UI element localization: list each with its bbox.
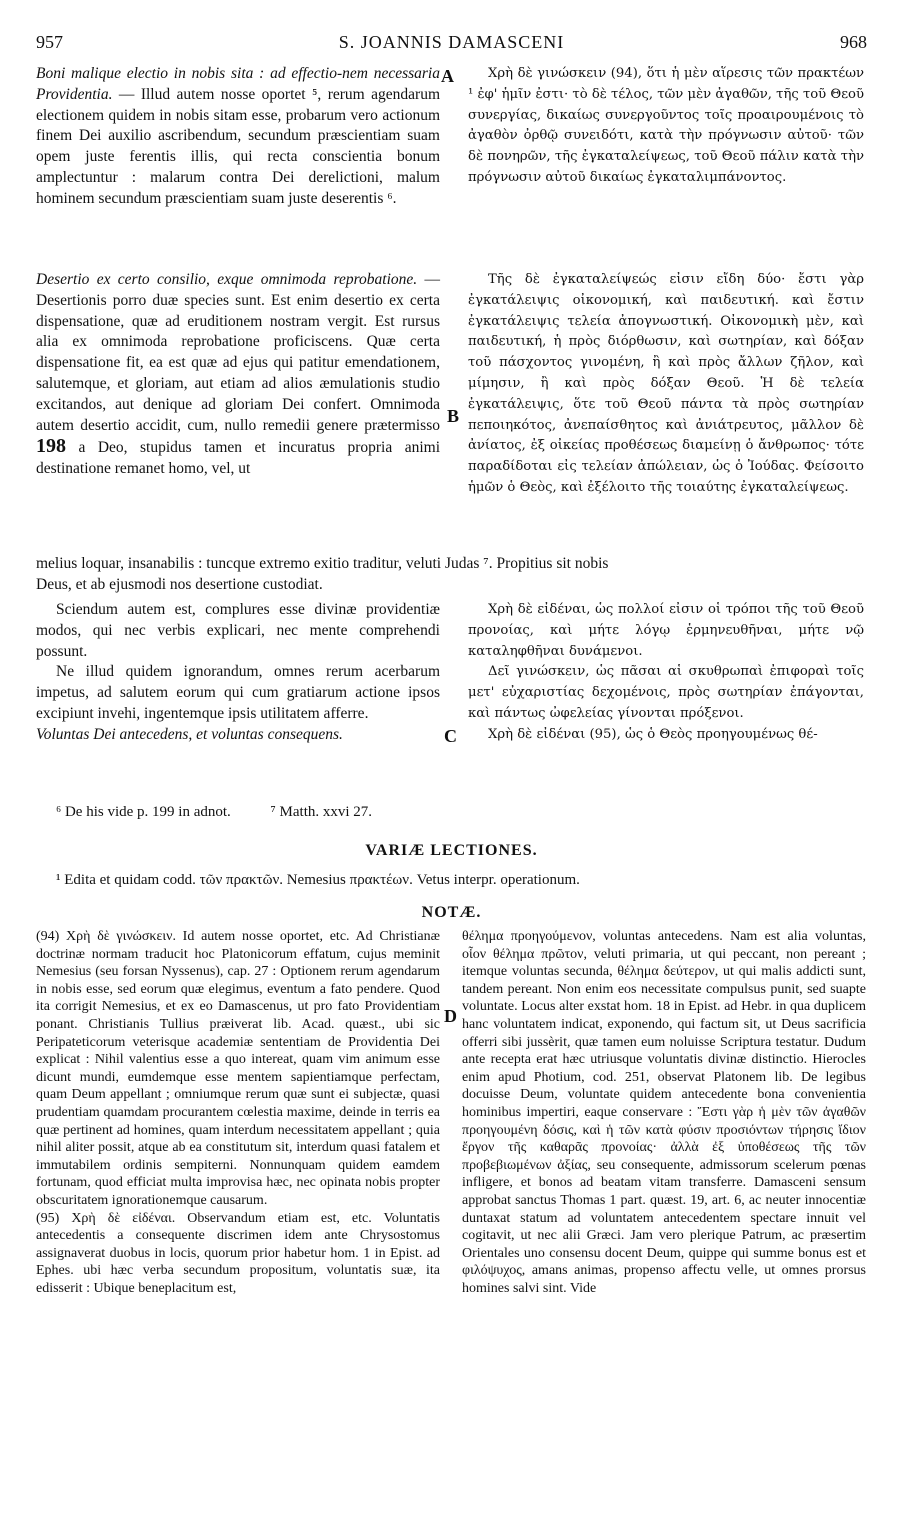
section1-greek	[468, 64, 864, 189]
footnote-6: ⁶ De his vide p. 199 in adnot.	[56, 804, 231, 820]
margin-marker-a: A	[441, 66, 454, 86]
section2-latin-after	[36, 575, 440, 596]
variae-lectiones-title: VARIÆ LECTIONES.	[365, 842, 538, 859]
section1-latin-heading: Boni malique electio in nobis sita : ad effectio-nem necessaria Providentia.	[36, 65, 440, 103]
section2-latin-closing: Deus, et ab ejusmodi nos desertione custodiat.	[36, 576, 323, 593]
margin-marker-b: B	[447, 406, 460, 426]
section3-greek	[468, 600, 864, 746]
section2-latin-heading: Desertio ex certo consilio, exque omnimoda reprobatione.	[36, 271, 418, 288]
section3-latin-p1: Sciendum autem est, complures esse divinæ providentiæ modos, qui nec verbis explicari, nec mente comprehendi possunt.	[36, 601, 440, 660]
section2-latin-body-b: a Deo, stupidus tamen et incuratus propria animi destinatione remanet homo, vel, ut	[36, 439, 441, 478]
section2-latin	[36, 270, 440, 480]
section3-latin	[36, 600, 440, 746]
section3-greek-p3: Χρὴ δὲ εἰδέναι (95), ὡς ὁ Θεὸς προηγουμένως θέ-	[488, 726, 818, 742]
section3-latin-heading: Voluntas Dei antecedens, et voluntas consequens.	[36, 725, 343, 743]
notae-left-column	[36, 928, 440, 1297]
section2-greek	[468, 270, 864, 499]
margin-marker-c: C	[444, 726, 457, 746]
note-95: (95) Χρὴ δὲ εἰδέναι. Observandum etiam est, etc. Voluntatis antecedentis a consequente discrimen idem ante Chrysostomus assignaverat duobus in locis, quorum prior habetur hom. 1 in Epist. ad Ephes. ubi hæc verba secundum propositum, voluntatis suæ, ita edisserit : Ubique beneplacitum est,	[36, 1210, 440, 1296]
variae-lectiones-text: ¹ Edita et quidam codd. τῶν πρακτῶν. Nemesius πρακτέων. Vetus interpr. operationum.	[56, 872, 580, 888]
left-page-number: 957	[36, 32, 63, 52]
note-95-continued: θέλημα προηγούμενον, voluntas antecedens. Nam est alia voluntas, οἷον θέλημα πρῶτον, veluti primaria, ut qui peccant, non pereant ; itemque voluntas secunda, θέλημα δεύτερον, ut qui malis addicti sunt, tandem pereant. Non enim eos necessitate compulsus punit, sed suapte voluntate. Locus alter exstat hom. 18 in Epist. ad Hebr. in qua duplicem hanc voluntatem indicat, exponendo, qui factum sit, ut Deus sacrificia offerri sibi jussèrit, quæ tamen eum noluisse Scriptura testatur. Dudum ante recepta erat hæc utriusque voluntatis divinæ distinctio. Hierocles enim apud Photium, cod. 251, observat Platonem lib. De legibus docuisse Deum, voluntate quidem antecedente bona convenientia hominibus impertiri, eaque conservare : Ἔστι γὰρ ἡ μὲν τῶν ἀγαθῶν προηγουμένη δόσις, καὶ ἡ τῶν κατὰ φύσιν προσιόντων τήρησις ἴδιον ἔργον τῆς καθαρᾶς προνοίας· ἀλλὰ ἐξ ὑποθέσεως τῆς τῶν προβεβιωμένων ἀξίας, seu consequente, admissorum scelerum pœnas infligere, et bonos ad beatam vitam transferre. Damasceni sensum approbat sanctus Thomas 1 part. quæst. 19, art. 6, ac neuter innocentiæ duntaxat statum ad voluntatem antecedentem spectare innuit vel cogitavit, ut nec alii Græci. Jam vero plerique Patrum, ac præsertim Orientales uno consensu docent Deum, quippe qui summe bonus est et φιλόψυχος, amans animas, propenso affectu velle, ut omnes prorsus homines salvi sint. Vide	[462, 929, 866, 1296]
section2-greek-text: Τῆς δὲ ἐγκαταλείψεώς εἰσιν εἴδη δύο· ἔστι γὰρ ἐγκατάλειψις οἰκονομική, καὶ παιδευτική. καὶ ἔστιν ἐγκατάλειψις τελεία ἀπογνωστική. Οἰκονομικὴ μὲν, καὶ παιδευτική, ἡ πρὸς διόρθωσιν, καὶ σωτηρίαν, καὶ δόξαν τοῦ πάσχοντος γινομένη, ἢ καὶ πρὸς ἄλλων ζῆλον, καὶ μίμησιν, ἢ καὶ πρὸς δόξαν Θεοῦ. Ἡ δὲ τελεία ἐγκατάλειψις, ὅτε τοῦ Θεοῦ πάντα τὰ πρὸς σωτηρίαν πεποιηκότος, ἀνεπαίσθητος καὶ ἀνιάτρευτος, μᾶλλον δὲ ἀνίατος, ἐξ οἰκείας προθέσεως διαμείνῃ ὁ ἄνθρωπος· τότε παραδίδοται εἰς τελείαν ἀπώλειαν, ὡς ὁ Ἰούδας. Φείσοιτο ἡμῶν ὁ Θεὸς, καὶ ἐξέλοιτο τῆς τοιαύτης ἐγκαταλείψεως.	[468, 272, 864, 495]
section1-greek-text: Χρὴ δὲ γινώσκειν (94), ὅτι ἡ μὲν αἵρεσις τῶν πρακτέων ¹ ἐφ' ἡμῖν ἐστι· τὸ δὲ τέλος, τῶν μὲν ἀγαθῶν, τῆς τοῦ Θεοῦ συνεργίας, δικαίως συνεργοῦντος τοῖς προαιρουμένοις τὸ ἀγαθὸν ὀρθῷ συνειδότι, κατὰ τὴν πρόγνωσιν αὐτοῦ· τῶν δὲ πονηρῶν, τῆς ἐγκαταλείψεως, τοῦ Θεοῦ πάλιν κατὰ τὴν πρόγνωσιν αὐτοῦ δικαίως ἐγκαταλιμπάνοντος.	[468, 66, 864, 185]
section2-full-line: melius loquar, insanabilis : tuncque extremo exitio traditur, veluti Judas ⁷. Propitius sit nobis	[36, 555, 609, 572]
page-reference-number: 198	[36, 435, 66, 458]
section2-latin-body-a: — Desertionis porro duæ species sunt. Est enim desertio ex certa dispensatione, quæ ad eruditionem nostram vergit. Est rursus alia ex omnimoda reprobatione proficiscens. Quæ certa dispensatione fit, ea est quæ ad ejus qui patitur emendationem, salutemque, et gloriam, aut etiam ad alios æmulationis studio excitandos, aut denique ad gloriam Dei confert. Omnimoda autem desertio accidit, cum, nullo remedii genere prætermisso	[36, 271, 441, 434]
section3-greek-p2: Δεῖ γινώσκειν, ὡς πᾶσαι αἱ σκυθρωπαὶ ἐπιφοραὶ τοῖς μετ' εὐχαριστίας δεχομένοις, πρὸς σωτηρίαν ἐπάγονται, καὶ πάντως ὠφελείας γίνονται πρόξενοι.	[468, 664, 864, 721]
section1-latin-body: — Illud autem nosse oportet ⁵, rerum agendarum electionem quidem in nobis sitam esse, probarum vero actionum finem Dei auxilio ascribendum, secundum præscientiam suam opem juste ferentis illis, qui recta conscientia bonum amplectuntur : malarum contra Dei derelictioni, malum hominem secundum præscientiam suam juste deserentis ⁶.	[36, 85, 440, 207]
section3-latin-p2: Ne illud quidem ignorandum, omnes rerum acerbarum impetus, ad salutem eorum qui cum gratiarum actione ipsos excipiunt invehi, ingentemque ipsis utilitatem afferre.	[36, 663, 440, 722]
notae-right-column	[462, 928, 866, 1297]
footnote-7: ⁷ Matth. xxvi 27.	[270, 804, 373, 820]
right-page-number: 968	[840, 32, 867, 52]
footnotes	[56, 804, 408, 821]
notae-title: NOTÆ.	[421, 904, 482, 921]
margin-marker-d: D	[444, 1006, 457, 1026]
note-94: (94) Χρὴ δὲ γινώσκειν. Id autem nosse oportet, etc. Ad Christianæ doctrinæ normam traducit hoc Platonicorum effatum, cujus meminit Nemesius (seu forsan Nyssenus), cap. 27 : Optionem rerum agendarum in nobis esse, sed eorum quæ elegimus, eventum a fato pendere. Quod ita corrigit Nemesius, et ex eo Damascenus, ut pro fato Providentiam ponant. Christianis Tullius præiverat lib. Acad. quæst., ubi sic Peripateticorum veterisque academiæ sententiam de Providentia Dei explicat : Nihil valentius esse a quo intereat, quam vim animum esse dicunt mundi, eumdemque esse mentem sapientiamque perfectam, quam Deum appellant ; omniumque rerum quæ sunt ei subjectæ, quasi prudentiam quamdam procurantem cœlestia maxime, deinde in terris ea quæ pertinent ad homines, quam interdum necessitatem appellant ; quia nihil aliter possit, atque ab ea constitutum sit, interdum quasi fatalem et immutabilem ordinis sempiterni. Nonnunquam quidem eamdem fortunam, quod efficiat multa improvisa hæc, nec opinata nobis propter obscuritatem ignorationemque causarum.	[36, 929, 440, 1208]
running-title: S. JOANNIS DAMASCENI	[338, 32, 565, 52]
section3-greek-p1: Χρὴ δὲ εἰδέναι, ὡς πολλοί εἰσιν οἱ τρόποι τῆς τοῦ Θεοῦ προνοίας, καὶ μήτε λόγῳ ἑρμηνευθῆναι, μήτε νῷ καταληφθῆναι δυνάμενοι.	[468, 602, 864, 659]
section1-latin	[36, 64, 440, 210]
